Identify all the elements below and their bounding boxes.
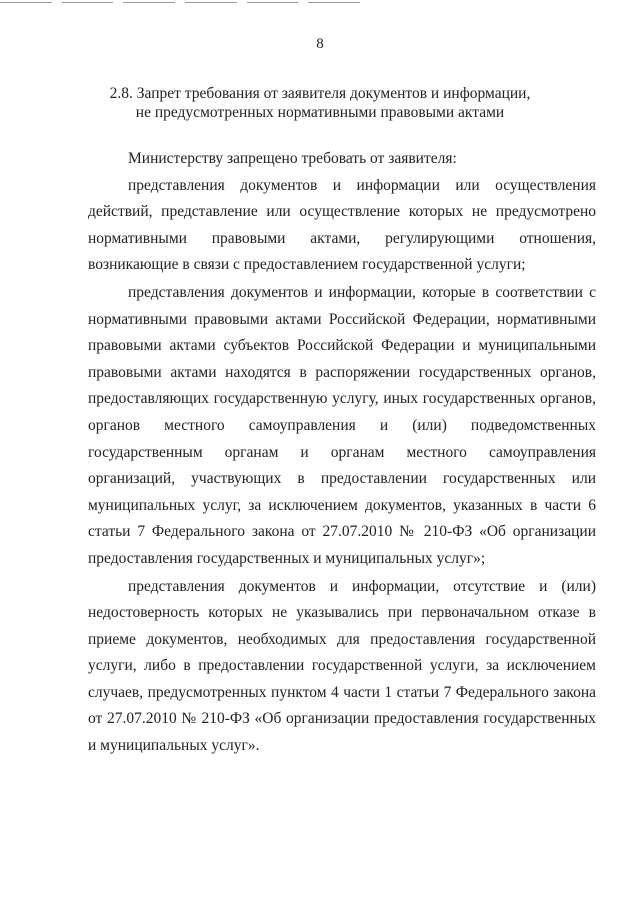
paragraph-1: представления документов и информации или осуществления действий, представление или осуществление которых не предусмотрено нормативными правовыми актами, регулирующими отношения, возникающие в связи с предоставлением государственной услуги; [88, 176, 596, 274]
scan-rule-segment [62, 2, 114, 3]
paragraph-2: представления документов и информации, которые в соответствии с нормативными правовыми актами Российской Федерации, нормативными правовыми актами субъектов Российской Федерации и муниципальными правовыми актами находятся в распоряжении государственных органов, предоставляющих государственную услугу, иных государственных органов, органов местного самоуправления и (или) подведомственных государственным органам и органам местного самоуправления организаций, участвующих в предоставлении государственных или муниципальных услуг, за исключением документов, указанных в части 6 статьи 7 Федерального закона от 27.07.2010 № 210-ФЗ «Об организации предоставления государственных и муниципальных услуг»; [88, 283, 596, 567]
section-heading [0, 84, 640, 122]
scan-rule-segment [0, 2, 52, 3]
intro-paragraph: Министерству запрещено требовать от заявителя: [128, 150, 457, 167]
document-body [88, 146, 596, 760]
scan-rule-segment [308, 2, 360, 3]
page-number: 8 [316, 36, 324, 52]
top-scan-rule [0, 2, 360, 4]
section-heading-line-1: 2.8. Запрет требования от заявителя документов и информации, [109, 85, 531, 102]
scan-rule-segment [247, 2, 299, 3]
scan-rule-segment [123, 2, 175, 3]
paragraph-3: представления документов и информации, отсутствие и (или) недостоверность которых не указывались при первоначальном отказе в приеме документов, необходимых для предоставления государственной услуги, либо в предоставлении государственной услуги, за исключением случаев, предусмотренных пунктом 4 части 1 статьи 7 Федерального закона от 27.07.2010 № 210-ФЗ «Об организации предоставления государственных и муниципальных услуг». [88, 577, 596, 755]
section-heading-line-2: не предусмотренных нормативными правовыми актами [135, 104, 505, 121]
scan-rule-segment [185, 2, 237, 3]
